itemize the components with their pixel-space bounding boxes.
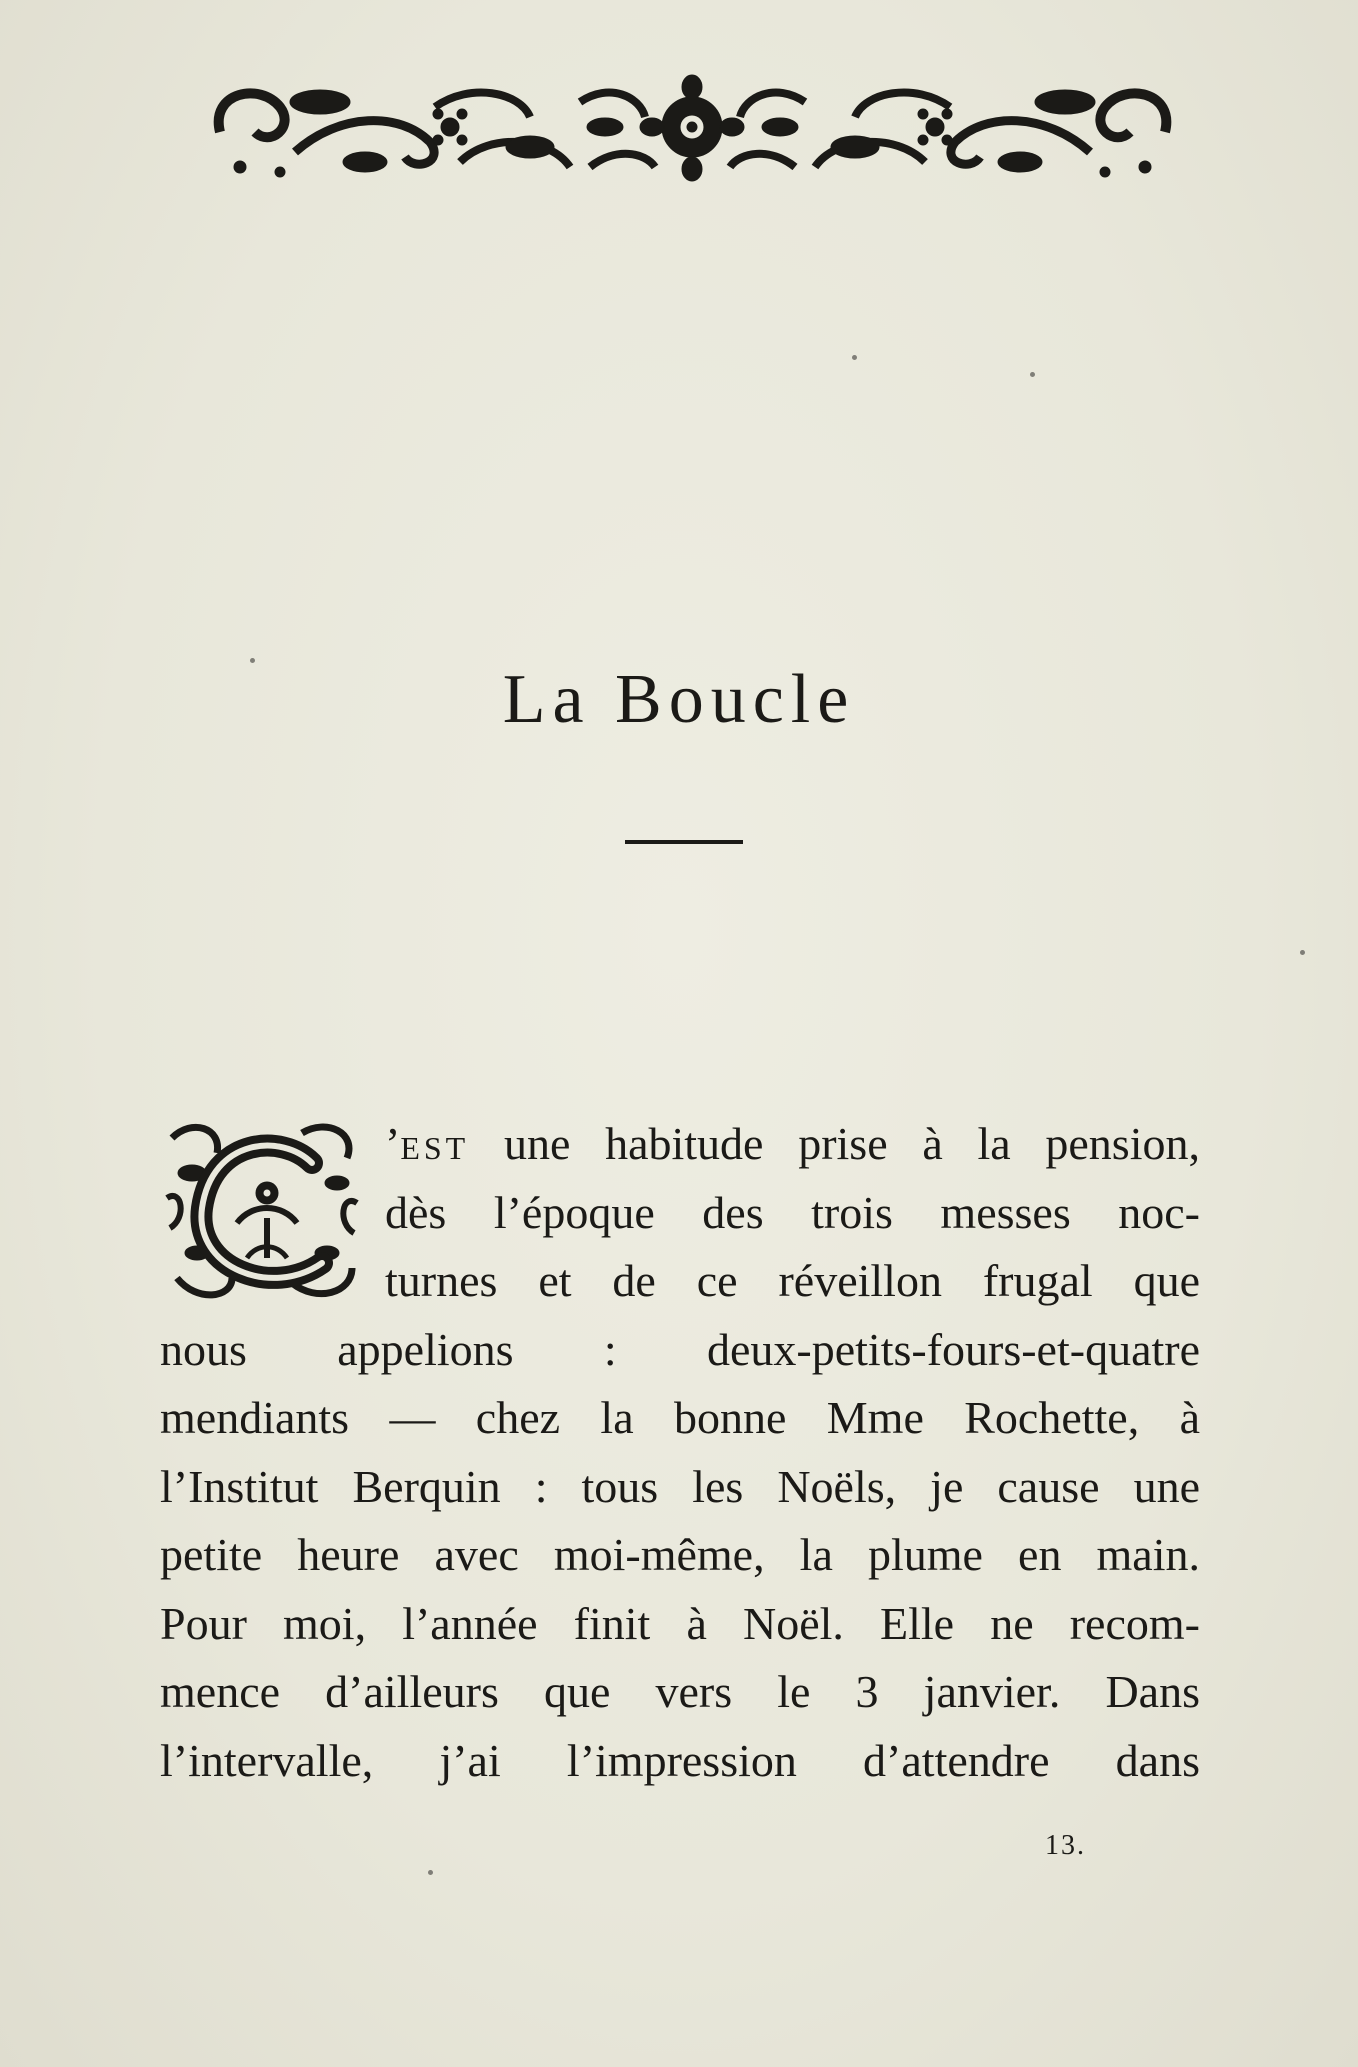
paper-speck <box>250 658 255 663</box>
text-line: petite heure avec moi-même, la plume en main. <box>160 1529 1200 1580</box>
page-number: 13. <box>1045 1830 1086 1861</box>
text-line: dès l’époque des trois messes noc- <box>385 1186 1200 1238</box>
paper-speck <box>428 1870 433 1875</box>
text-line: ’EST une habitude prise à la pension, <box>385 1118 1200 1169</box>
text-line: l’intervalle, j’ai l’impression d’attendre dans <box>160 1734 1200 1786</box>
text-line: nous appelions : deux-petits-fours-et-quatre <box>160 1323 1200 1375</box>
first-word-smallcaps: EST <box>400 1130 470 1166</box>
paper-speck <box>1030 372 1035 377</box>
text-line: mendiants — chez la bonne Mme Rochette, à <box>160 1392 1200 1443</box>
first-line-rest: une habitude prise à la pension, <box>469 1118 1200 1169</box>
chapter-title: La Boucle <box>502 661 856 738</box>
text-line: turnes et de ce réveillon frugal que <box>385 1255 1200 1306</box>
text-line: Pour moi, l’année finit à Noël. Elle ne recom- <box>160 1597 1200 1649</box>
text-line: mence d’ailleurs que vers le 3 janvier. Dans <box>160 1666 1200 1717</box>
title-divider <box>625 840 743 844</box>
paper-speck <box>1300 950 1305 955</box>
paper-speck <box>852 355 857 360</box>
floral-ornament-band-icon <box>200 72 1185 187</box>
body-text <box>160 1110 1200 1795</box>
text-line: l’Institut Berquin : tous les Noëls, je cause une <box>160 1460 1200 1512</box>
